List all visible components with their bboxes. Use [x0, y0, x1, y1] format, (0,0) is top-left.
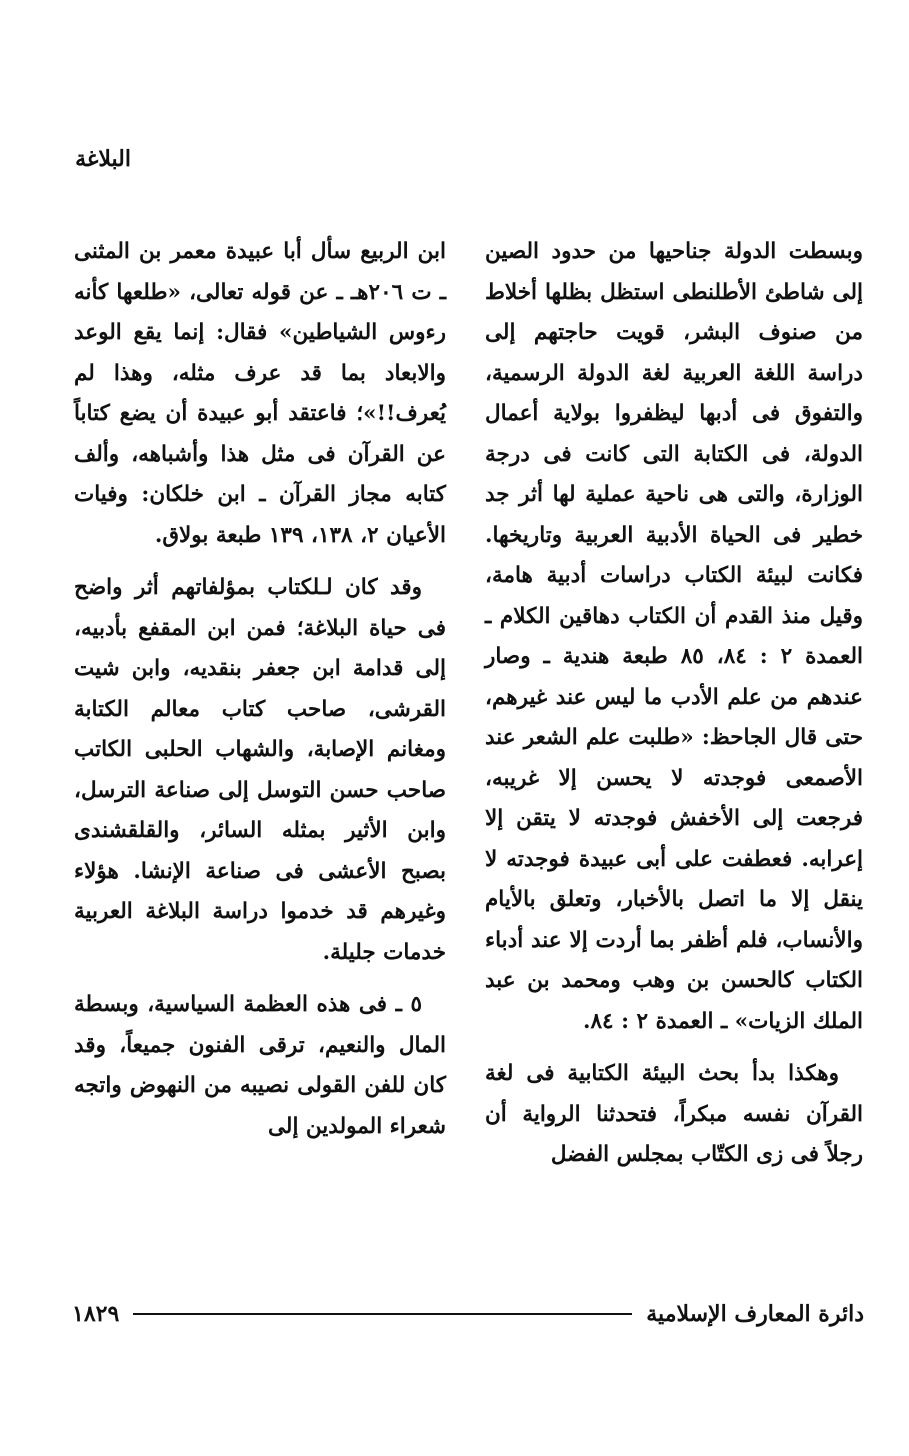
footer-divider [133, 1313, 632, 1315]
left-column [74, 232, 446, 1159]
running-header: البلاغة [75, 146, 131, 172]
paragraph: ابن الربيع سأل أبا عبيدة معمر بن المثنى ـ ت ٢٠٦هـ ـ عن قوله تعالى، «طلعها كأنه رءوس الشياطين» فقال: إنما يقع الوعد والابعاد بما قد عرف مثله، وهذا لم يُعرف!!»؛ فاعتقد أبو عبيدة أن يضع كتاباً عن القرآن فى مثل هذا وأشباهه، وألف كتابه مجاز القرآن ـ ابن خلكان: وفيات الأعيان ٢، ١٣٨، ١٣٩ طبعة بولاق. [74, 239, 446, 548]
paragraph: ٥ ـ فى هذه العظمة السياسية، وبسطة المال والنعيم، ترقى الفنون جميعاً، وقد كان للفن القولى نصيبه من النهوض واتجه شعراء المولدين إلى [74, 992, 446, 1139]
page-number: ١٨٢٩ [72, 1301, 120, 1327]
publication-title: دائرة المعارف الإسلامية [646, 1301, 864, 1327]
paragraph: وبسطت الدولة جناحيها من حدود الصين إلى شاطئ الأطلنطى استظل بظلها أخلاط من صنوف البشر، قويت حاجتهم إلى دراسة اللغة العربية لغة الدولة الرسمية، والتفوق فى أدبها ليظفروا بولاية أعمال الدولة، فى الكتابة التى كانت فى درجة الوزارة، والتى هى ناحية عملية لها أثر جد خطير فى الحياة الأدبية العربية وتاريخها. فكانت لبيئة الكتاب دراسات أدبية هامة، وقيل منذ القدم أن الكتاب دهاقين الكلام ـ العمدة ٢ : ٨٤، ٨٥ طبعة هندية ـ وصار عندهم من علم الأدب ما ليس عند غيرهم، حتى قال الجاحظ: «طلبت علم الشعر عند الأصمعى فوجدته لا يحسن إلا غريبه، فرجعت إلى الأخفش فوجدته لا يتقن إلا إعرابه. فعطفت على أبى عبيدة فوجدته لا ينقل إلا ما اتصل بالأخبار، وتعلق بالأيام والأنساب، فلم أظفر بما أردت إلا عند أدباء الكتاب كالحسن بن وهب ومحمد بن عبد الملك الزيات» ـ العمدة ٢ : ٨٤. [485, 239, 863, 1034]
page-footer [72, 1296, 864, 1332]
paragraph: وهكذا بدأ بحث البيئة الكتابية فى لغة القرآن نفسه مبكراً، فتحدثنا الرواية أن رجلاً فى زى الكتّاب بمجلس الفضل [485, 1061, 863, 1167]
right-column [485, 232, 863, 1188]
paragraph: وقد كان لـلكتاب بمؤلفاتهم أثر واضح فى حياة البلاغة؛ فمن ابن المقفع بأدبيه، إلى قدامة ابن جعفر بنقديه، وابن شيت القرشى، صاحب كتاب معالم الكتابة ومغانم الإصابة، والشهاب الحلبى الكاتب صاحب حسن التوسل إلى صناعة الترسل، وابن الأثير بمثله السائر، والقلقشندى بصبح الأعشى فى صناعة الإنشا. هؤلاء وغيرهم قد خدموا دراسة البلاغة العربية خدمات جليلة. [74, 575, 446, 965]
